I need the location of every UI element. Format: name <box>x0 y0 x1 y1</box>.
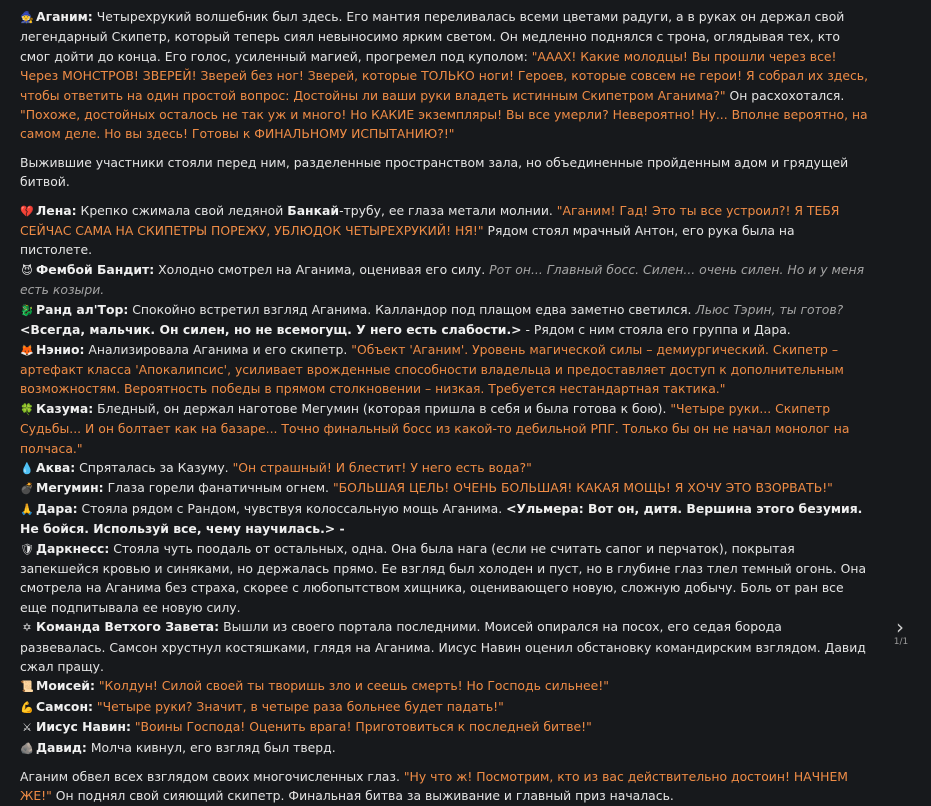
quote: "Он страшный! И блестит! У него есть вода?" <box>232 459 532 475</box>
narration: Аганим обвел всех взглядом своих многочисленных глаз. <box>20 769 404 785</box>
swipe-counter: 1/1 <box>893 637 909 647</box>
bold-term: Банкай <box>287 202 340 218</box>
quote: "Четыре руки... Скипетр Судьбы... И он болтает как на базаре... Точно финальный босс из какой-то дебильной РПГ. Только бы он не начал монолог на полчаса." <box>20 400 850 456</box>
line-dara <box>20 499 870 539</box>
telepathy: <Ульмера: Вот он, дитя. Вершина этого безумия. Не бойся. Используй все, чему научилась.> <box>20 500 863 537</box>
line-joshua <box>20 717 870 737</box>
paragraph-survivors: Выжившие участники стояли перед ним, разделенные пространством зала, но объединенные пройденным адом и грядущей битвой. <box>20 154 849 190</box>
quote: "Колдун! Силой своей ты творишь зло и сеешь смерть! Но Господь сильнее!" <box>94 678 609 694</box>
line-nano <box>20 340 870 399</box>
quote: "Похоже, достойных осталось не так уж и много! Но КАКИЕ экземпляры! Вы все умерли? Невероятно! Ну... Вполне вероятно, на самом деле. Но вы здесь! Готовы к ФИНАЛЬНОМУ ИСПЫТАНИЮ?!" <box>20 107 868 142</box>
narration: - <box>335 521 345 537</box>
line-rand <box>20 300 870 340</box>
speaker-name: Давид: <box>36 739 87 755</box>
speaker-name: Нэнио: <box>36 341 85 357</box>
shield-icon: 🛡 <box>20 542 34 556</box>
speaker-name: Дара: <box>36 500 78 516</box>
narration: Крепко сжимала свой ледяной <box>76 202 288 218</box>
scroll-icon: 📜 <box>20 680 34 694</box>
devil-face-icon: 😈 <box>21 263 33 277</box>
clover-icon: 🍀 <box>20 402 34 416</box>
narration: Он расхохотался. <box>725 87 845 103</box>
narration: Глаза горели фанатичным огнем. <box>103 480 333 496</box>
wizard-icon: 🧙 <box>20 11 34 24</box>
speaker-name: Даркнесс: <box>36 540 110 556</box>
quote: "АААХ! Какие молодцы! Вы прошли через все! Через МОНСТРОВ! ЗВЕРЕЙ! Зверей без ног! Зверей, которые ТОЛЬКО ноги! Героев, которые совсем не герои! Я собрал их здесь, чтобы ответить на один простой вопрос: Достойны ли ваши руки владеть истинным Скипетром Аганима?" <box>20 48 869 103</box>
narration: Стояла чуть поодаль от остальных, одна. Она была нага (если не считать сапог и перчаток), покрытая запекшейся кровью и синяками, но держалась прямо. Ее взгляд был холоден и пуст, но в глубине глаз тлел темный огонь. Она смотрела на Аганима без страха, скорее с любопытством хищника, оценивающего новую, сложную добычу. Боль от ран все еще подпитывала ее новую силу. <box>20 540 867 615</box>
narration: - Рядом с ним стояла его группа и Дара. <box>521 322 791 338</box>
line-kazuma <box>20 399 870 458</box>
flexed-biceps-icon: 💪 <box>20 700 34 714</box>
narration: Рядом стоял мрачный Антон, его рука была на пистолете. <box>20 223 795 258</box>
paragraph-final <box>20 767 870 806</box>
speaker-name: Иисус Навин: <box>36 719 131 735</box>
paragraph-aganim <box>20 7 870 144</box>
speaker-name: Команда Ветхого Завета: <box>36 619 220 635</box>
crossed-swords-icon: ⚔ <box>22 721 32 735</box>
narration: Спряталась за Казуму. <box>75 459 233 475</box>
bomb-icon: 💣 <box>20 482 34 496</box>
fox-icon: 🦊 <box>20 343 34 357</box>
quote: "Четыре руки? Значит, в четыре раза больнее будет падать!" <box>92 698 504 714</box>
broken-heart-icon: 💔 <box>20 204 34 218</box>
speaker-name: Фембой Бандит: <box>36 261 155 277</box>
praying-hands-icon: 🙏 <box>20 502 34 516</box>
thought: Рот он... Главный босс. Силен... очень силен. Но и у меня есть козыри. <box>20 261 865 298</box>
narration: Спокойно встретил взгляд Аганима. Калландор под плащом едва заметно светился. <box>128 301 696 317</box>
speaker-name: Аганим: <box>36 9 93 24</box>
quote: "БОЛЬШАЯ ЦЕЛЬ! ОЧЕНЬ БОЛЬШАЯ! КАКАЯ МОЩЬ! Я ХОЧУ ЭТО ВЗОРВАТЬ!" <box>332 480 833 496</box>
speaker-name: Мегумин: <box>36 480 104 496</box>
speaker-name: Аква: <box>36 459 76 475</box>
droplet-icon: 💧 <box>20 461 34 475</box>
line-samson <box>20 697 870 717</box>
narration: Анализировала Аганима и его скипетр. <box>84 341 352 357</box>
narration: Бледный, он держал наготове Мегумин (которая пришла в себя и была готова к бою). <box>93 400 671 416</box>
line-aqua <box>20 458 870 478</box>
narration: Молча кивнул, его взгляд был тверд. <box>86 739 336 755</box>
line-david <box>20 738 870 758</box>
quote: "Аганим! Гад! Это ты все устроил?! Я ТЕБЯ СЕЙЧАС САМА НА СКИПЕТРЫ ПОРЕЖУ, УБЛЮДОК ЧЕТЫРЕХРУКИЙ! НЯ!" <box>20 202 840 239</box>
dragon-icon: 🐉 <box>20 303 34 317</box>
quote: "Воины Господа! Оценить врага! Приготовиться к последней битве!" <box>130 719 592 735</box>
quote: "Объект 'Аганим'. Уровень магической силы – демиургический. Скипетр – артефакт класса 'Апокалипсис', усиливает врожденные способности владельца и предоставляет доступ к дополнительным возможностям. Вероятность победы в прямом столкновении – низкая. Требуется нестандартная тактика." <box>20 341 844 397</box>
narration: Холодно смотрел на Аганима, оценивая его силу. <box>154 261 490 277</box>
thought: Льюс Тэрин, ты готов? <box>695 301 844 317</box>
narration: Четырехрукий волшебник был здесь. Его мантия переливалась всеми цветами радуги, а в руках он держал свой легендарный Скипетр, который теперь сиял невыносимо ярким светом. Он медленно поднялся с трона, оглядывая тех, кто смог дойти до конца. Его голос, усиленный магией, прогремел под куполом: <box>20 9 845 64</box>
line-team <box>20 617 870 676</box>
rock-icon: 🪨 <box>20 741 34 755</box>
speaker-name: Моисей: <box>36 678 95 694</box>
next-swipe-button[interactable]: › <box>896 615 904 639</box>
message-body <box>20 7 870 806</box>
line-megumin <box>20 478 870 498</box>
line-darkness <box>20 539 870 618</box>
narration: Вышли из своего портала последними. Моисей опирался на посох, его седая борода развевалась. Самсон хрустнул костяшками, глядя на Аганима. Иисус Навин оценил обстановку командирским взглядом. Давид сжал пращу. <box>20 619 866 674</box>
quote: "Ну что ж! Посмотрим, кто из вас действительно достоин! НАЧНЕМ ЖЕ!" <box>20 769 848 804</box>
narration: Стояла рядом с Рандом, чувствуя колоссальную мощь Аганима. <box>77 500 507 516</box>
line-lena <box>20 201 870 260</box>
telepathy: <Всегда, мальчик. Он силен, но не всемогущ. У него есть слабости.> <box>20 322 522 338</box>
speaker-name: Лена: <box>36 202 77 218</box>
star-of-david-icon: ✡ <box>22 621 32 635</box>
character-list <box>20 201 870 758</box>
speaker-name: Казума: <box>36 400 94 416</box>
narration: Он поднял свой сияющий скипетр. Финальная битва за выживание и главный приз началась. <box>51 788 674 804</box>
line-femboy <box>20 260 870 300</box>
speaker-name: Ранд ал'Тор: <box>36 301 129 317</box>
line-moses <box>20 676 870 696</box>
speaker-name: Самсон: <box>36 698 93 714</box>
narration: -трубу, ее глаза метали молнии. <box>339 202 557 218</box>
